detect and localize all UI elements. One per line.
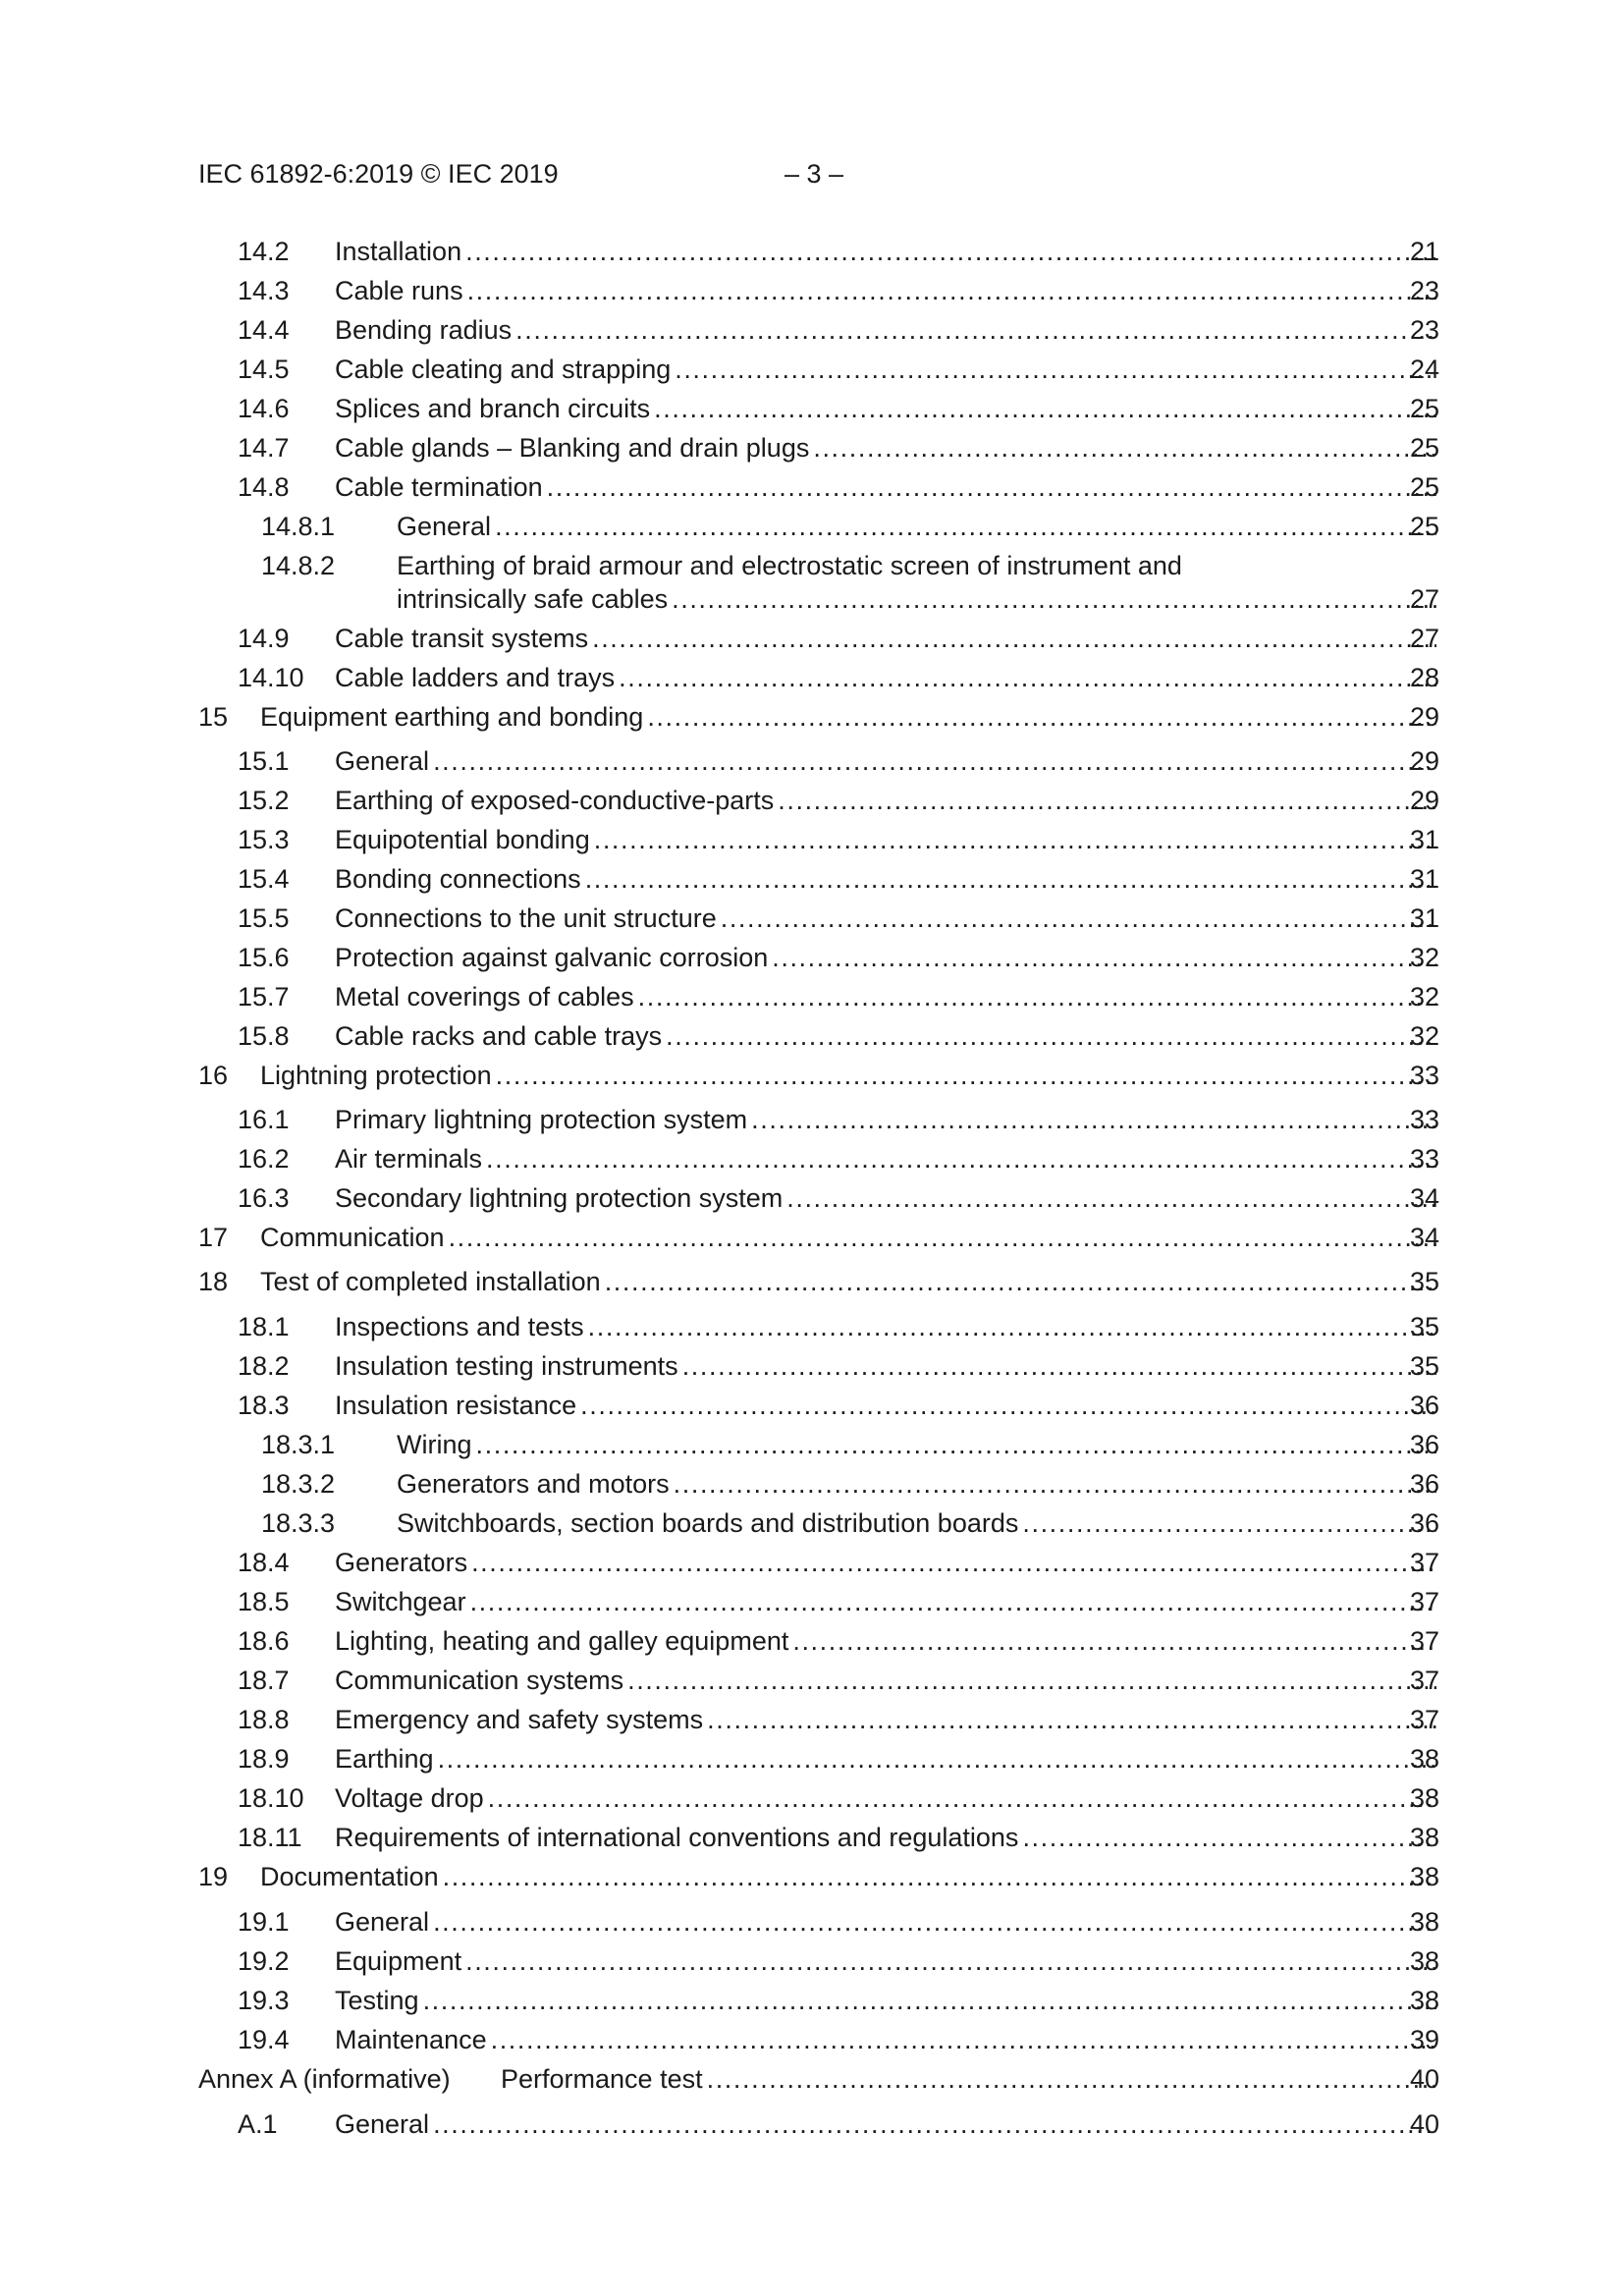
toc-page: 38 — [1409, 1946, 1439, 1976]
toc-entry[interactable] — [0, 1428, 1623, 1461]
toc-entry[interactable] — [0, 1019, 1623, 1053]
toc-number: 19.3 — [238, 1986, 290, 2015]
toc-number: 18.2 — [238, 1351, 290, 1381]
toc-number: 18.3 — [238, 1391, 290, 1420]
leader-dots — [605, 1265, 1436, 1298]
toc-page: 23 — [1409, 276, 1439, 305]
toc-number: 18.4 — [238, 1548, 290, 1577]
toc-number: 16.3 — [238, 1183, 290, 1213]
toc-page: 38 — [1409, 1823, 1439, 1852]
toc-number: 16 — [198, 1061, 229, 1090]
toc-title: General — [335, 746, 430, 776]
toc-page: 23 — [1409, 315, 1439, 345]
leader-dots — [423, 1984, 1436, 2017]
toc-entry[interactable] — [0, 1506, 1623, 1540]
toc-title: Testing — [335, 1986, 419, 2015]
toc-entry[interactable] — [0, 549, 1623, 616]
toc-entry[interactable] — [0, 1860, 1623, 1893]
toc-number: 14.8.1 — [261, 512, 336, 541]
toc-entry[interactable] — [0, 1984, 1623, 2017]
toc-entry[interactable] — [0, 1742, 1623, 1776]
page-number: – 3 – — [784, 159, 844, 189]
toc-page: 25 — [1409, 512, 1439, 541]
toc-number: 15 — [198, 702, 229, 732]
toc-page: 35 — [1409, 1351, 1439, 1381]
leader-dots — [491, 2023, 1436, 2056]
toc-title: Generators and motors — [397, 1469, 670, 1499]
leader-dots — [486, 1142, 1436, 1175]
leader-dots — [433, 2107, 1436, 2141]
toc-entry[interactable] — [0, 862, 1623, 896]
toc-entry[interactable] — [0, 1821, 1623, 1854]
toc-page: 33 — [1409, 1061, 1439, 1090]
toc-number: 14.5 — [238, 355, 290, 384]
toc-title: Bending radius — [335, 315, 513, 345]
toc-title: Performance test — [501, 2064, 703, 2094]
leader-dots — [751, 1103, 1436, 1136]
leader-dots — [1022, 1821, 1436, 1854]
leader-dots — [580, 1389, 1436, 1422]
toc-entry[interactable] — [0, 353, 1623, 386]
toc-number: 14.10 — [238, 663, 304, 692]
toc-entry[interactable] — [0, 313, 1623, 347]
toc-page: 25 — [1409, 472, 1439, 502]
toc-entry[interactable] — [0, 1221, 1623, 1254]
toc-page: 25 — [1409, 394, 1439, 423]
toc-entry[interactable] — [0, 2107, 1623, 2141]
leader-dots — [654, 392, 1436, 425]
toc-page: 36 — [1409, 1430, 1439, 1459]
toc-title: General — [397, 512, 492, 541]
toc-number: 18 — [198, 1267, 229, 1296]
toc-number: 15.6 — [238, 943, 290, 972]
leader-dots — [438, 1742, 1436, 1776]
toc-number: 18.6 — [238, 1626, 290, 1656]
toc-page: 29 — [1409, 702, 1439, 732]
leader-dots — [594, 823, 1436, 856]
leader-dots — [672, 582, 1436, 616]
toc-number: 15.1 — [238, 746, 290, 776]
toc-entry[interactable] — [0, 1142, 1623, 1175]
toc-title: Test of completed installation — [260, 1267, 601, 1296]
toc-number: 14.8.2 — [261, 551, 336, 580]
toc-title: Voltage drop — [335, 1783, 484, 1813]
toc-page: 36 — [1409, 1508, 1439, 1538]
leader-dots — [682, 1349, 1436, 1383]
toc-page: 37 — [1409, 1626, 1439, 1656]
toc-page: 39 — [1409, 2025, 1439, 2054]
toc-page: 29 — [1409, 746, 1439, 776]
toc-title-line1: Earthing of braid armour and electrostatic screen of instrument and — [397, 551, 1182, 580]
toc-number: 15.3 — [238, 825, 290, 854]
toc-title: Cable racks and cable trays — [335, 1021, 663, 1051]
toc-entry[interactable] — [0, 2062, 1623, 2096]
toc-number: 18.3.3 — [261, 1508, 336, 1538]
toc-number: 17 — [198, 1223, 229, 1252]
toc-page: 38 — [1409, 1907, 1439, 1937]
toc-page: 38 — [1409, 1986, 1439, 2015]
toc-title: Insulation testing instruments — [335, 1351, 678, 1381]
toc-title: Switchboards, section boards and distribution boards — [397, 1508, 1019, 1538]
toc-title: intrinsically safe cables — [397, 584, 669, 614]
toc-number: 14.2 — [238, 237, 290, 266]
leader-dots — [488, 1781, 1436, 1815]
leader-dots — [647, 700, 1436, 734]
toc-title: Primary lightning protection system — [335, 1105, 748, 1134]
toc-title: Documentation — [260, 1862, 439, 1891]
toc-title: Metal coverings of cables — [335, 982, 634, 1011]
toc-number: 15.7 — [238, 982, 290, 1011]
toc-entry[interactable] — [0, 1265, 1623, 1298]
toc-title: General — [335, 1907, 430, 1937]
toc-entry[interactable] — [0, 661, 1623, 694]
toc-entry[interactable] — [0, 2023, 1623, 2056]
toc-entry[interactable] — [0, 1781, 1623, 1815]
leader-dots — [674, 1467, 1436, 1501]
toc-entry[interactable] — [0, 1059, 1623, 1092]
leader-dots — [465, 235, 1436, 268]
toc-title: Emergency and safety systems — [335, 1705, 704, 1734]
leader-dots — [465, 1944, 1436, 1978]
leader-dots — [471, 1546, 1436, 1579]
leader-dots — [588, 1310, 1436, 1343]
leader-dots — [467, 274, 1436, 307]
toc-page: 40 — [1409, 2109, 1439, 2139]
toc-title: Earthing — [335, 1744, 434, 1774]
leader-dots — [786, 1181, 1436, 1215]
toc-entry[interactable] — [0, 1546, 1623, 1579]
toc-page: 27 — [1409, 584, 1439, 614]
toc-title: Cable cleating and strapping — [335, 355, 672, 384]
toc-entry[interactable] — [0, 510, 1623, 543]
toc-title: Connections to the unit structure — [335, 903, 717, 933]
toc-number: 14.8 — [238, 472, 290, 502]
toc-title: Bonding connections — [335, 864, 581, 894]
toc-page: 37 — [1409, 1666, 1439, 1695]
leader-dots — [476, 1428, 1436, 1461]
toc-number: 18.9 — [238, 1744, 290, 1774]
toc-title: Equipment earthing and bonding — [260, 702, 644, 732]
leader-dots — [433, 744, 1436, 778]
toc-page: 40 — [1409, 2064, 1439, 2094]
toc-number: 15.2 — [238, 786, 290, 815]
toc-entry[interactable] — [0, 1310, 1623, 1343]
toc-page: 27 — [1409, 624, 1439, 653]
toc-number: 14.9 — [238, 624, 290, 653]
toc-entry[interactable] — [0, 1467, 1623, 1501]
toc-title: Earthing of exposed-conductive-parts — [335, 786, 775, 815]
page-header — [198, 159, 1475, 198]
toc-page: 29 — [1409, 786, 1439, 815]
toc-title: Equipotential bonding — [335, 825, 590, 854]
toc-page: 36 — [1409, 1391, 1439, 1420]
toc-number: A.1 — [238, 2109, 278, 2139]
leader-dots — [449, 1221, 1436, 1254]
toc-title: Switchgear — [335, 1587, 466, 1616]
toc-page: 21 — [1409, 237, 1439, 266]
toc-number: 18.3.1 — [261, 1430, 336, 1459]
toc-page: 33 — [1409, 1144, 1439, 1174]
leader-dots — [585, 862, 1436, 896]
toc-title: Splices and branch circuits — [335, 394, 651, 423]
toc-number: 18.8 — [238, 1705, 290, 1734]
leader-dots — [675, 353, 1436, 386]
toc-title: Maintenance — [335, 2025, 487, 2054]
leader-dots — [495, 510, 1436, 543]
leader-dots — [1022, 1506, 1436, 1540]
toc-number: 19 — [198, 1862, 229, 1891]
toc-entry[interactable] — [0, 392, 1623, 425]
leader-dots — [619, 661, 1436, 694]
toc-entry[interactable] — [0, 823, 1623, 856]
toc-title: Requirements of international conventions and regulations — [335, 1823, 1019, 1852]
toc-page: 28 — [1409, 663, 1439, 692]
toc-entry[interactable] — [0, 744, 1623, 778]
toc-title: Inspections and tests — [335, 1312, 584, 1341]
toc-number: 19.1 — [238, 1907, 290, 1937]
toc-number: 15.4 — [238, 864, 290, 894]
leader-dots — [627, 1664, 1436, 1697]
toc-number: Annex A (informative) — [198, 2064, 451, 2094]
toc-title: Cable runs — [335, 276, 463, 305]
toc-page: 36 — [1409, 1469, 1439, 1499]
leader-dots — [638, 980, 1436, 1013]
toc-entry[interactable] — [0, 1349, 1623, 1383]
leader-dots — [772, 941, 1436, 974]
toc-title: Lightning protection — [260, 1061, 492, 1090]
leader-dots — [721, 902, 1436, 935]
toc-entry[interactable] — [0, 1664, 1623, 1697]
leader-dots — [666, 1019, 1436, 1053]
toc-title: Lighting, heating and galley equipment — [335, 1626, 789, 1656]
toc-page: 37 — [1409, 1705, 1439, 1734]
toc-entry[interactable] — [0, 622, 1623, 655]
toc-page: 38 — [1409, 1862, 1439, 1891]
toc-entry[interactable] — [0, 941, 1623, 974]
toc-entry[interactable] — [0, 1944, 1623, 1978]
toc-page: 32 — [1409, 982, 1439, 1011]
toc-entry[interactable] — [0, 274, 1623, 307]
toc-number: 14.3 — [238, 276, 290, 305]
toc-title: Protection against galvanic corrosion — [335, 943, 769, 972]
toc-number: 16.2 — [238, 1144, 290, 1174]
toc-title: Communication systems — [335, 1666, 624, 1695]
leader-dots — [792, 1624, 1436, 1658]
toc-entry[interactable] — [0, 431, 1623, 465]
toc-page: 32 — [1409, 943, 1439, 972]
leader-dots — [813, 431, 1436, 465]
leader-dots — [496, 1059, 1436, 1092]
toc-entry[interactable] — [0, 1905, 1623, 1939]
toc-page: 31 — [1409, 903, 1439, 933]
toc-number: 18.11 — [238, 1823, 302, 1852]
toc-entry[interactable] — [0, 1703, 1623, 1736]
toc-entry[interactable] — [0, 980, 1623, 1013]
toc-number: 19.2 — [238, 1946, 290, 1976]
leader-dots — [707, 2062, 1436, 2096]
toc-number: 14.4 — [238, 315, 290, 345]
toc-page: 31 — [1409, 825, 1439, 854]
toc-entry[interactable] — [0, 784, 1623, 817]
toc-title: General — [335, 2109, 430, 2139]
toc-entry[interactable] — [0, 1585, 1623, 1618]
toc-title: Insulation resistance — [335, 1391, 577, 1420]
toc-title: Cable termination — [335, 472, 543, 502]
toc-page: 32 — [1409, 1021, 1439, 1051]
toc-number: 16.1 — [238, 1105, 290, 1134]
toc-number: 15.5 — [238, 903, 290, 933]
leader-dots — [470, 1585, 1436, 1618]
toc-page: 31 — [1409, 864, 1439, 894]
leader-dots — [433, 1905, 1436, 1939]
toc-number: 18.7 — [238, 1666, 290, 1695]
toc-page: 34 — [1409, 1183, 1439, 1213]
toc-title: Cable glands – Blanking and drain plugs — [335, 433, 810, 463]
toc-title: Air terminals — [335, 1144, 483, 1174]
toc-number: 14.6 — [238, 394, 290, 423]
toc-number: 18.10 — [238, 1783, 304, 1813]
toc-number: 15.8 — [238, 1021, 290, 1051]
toc-page: 34 — [1409, 1223, 1439, 1252]
toc-entry[interactable] — [0, 1181, 1623, 1215]
toc-number: 19.4 — [238, 2025, 290, 2054]
document-id: IEC 61892-6:2019 © IEC 2019 — [198, 159, 559, 189]
toc-title: Installation — [335, 237, 462, 266]
toc-title: Wiring — [397, 1430, 472, 1459]
toc-number: 14.7 — [238, 433, 290, 463]
leader-dots — [443, 1860, 1436, 1893]
toc-page: 25 — [1409, 433, 1439, 463]
leader-dots — [547, 470, 1436, 504]
leader-dots — [707, 1703, 1436, 1736]
toc-entry[interactable] — [0, 700, 1623, 734]
toc-page: 38 — [1409, 1744, 1439, 1774]
toc-number: 18.1 — [238, 1312, 290, 1341]
toc-title: Communication — [260, 1223, 445, 1252]
toc-title: Secondary lightning protection system — [335, 1183, 784, 1213]
toc-entry[interactable] — [0, 1389, 1623, 1422]
toc-page: 38 — [1409, 1783, 1439, 1813]
toc-number: 18.5 — [238, 1587, 290, 1616]
toc-title: Generators — [335, 1548, 468, 1577]
toc-page: 35 — [1409, 1312, 1439, 1341]
toc-entry[interactable] — [0, 902, 1623, 935]
toc-page: 33 — [1409, 1105, 1439, 1134]
toc-page: 37 — [1409, 1587, 1439, 1616]
toc-title: Cable transit systems — [335, 624, 589, 653]
leader-dots — [592, 622, 1436, 655]
toc-title: Cable ladders and trays — [335, 663, 616, 692]
toc-page: 37 — [1409, 1548, 1439, 1577]
toc-number: 18.3.2 — [261, 1469, 336, 1499]
leader-dots — [778, 784, 1436, 817]
leader-dots — [515, 313, 1436, 347]
toc-entry[interactable] — [0, 1103, 1623, 1136]
toc-entry[interactable] — [0, 470, 1623, 504]
toc-page: 24 — [1409, 355, 1439, 384]
toc-page: 35 — [1409, 1267, 1439, 1296]
toc-entry[interactable] — [0, 235, 1623, 268]
toc-title: Equipment — [335, 1946, 462, 1976]
toc-entry[interactable] — [0, 1624, 1623, 1658]
